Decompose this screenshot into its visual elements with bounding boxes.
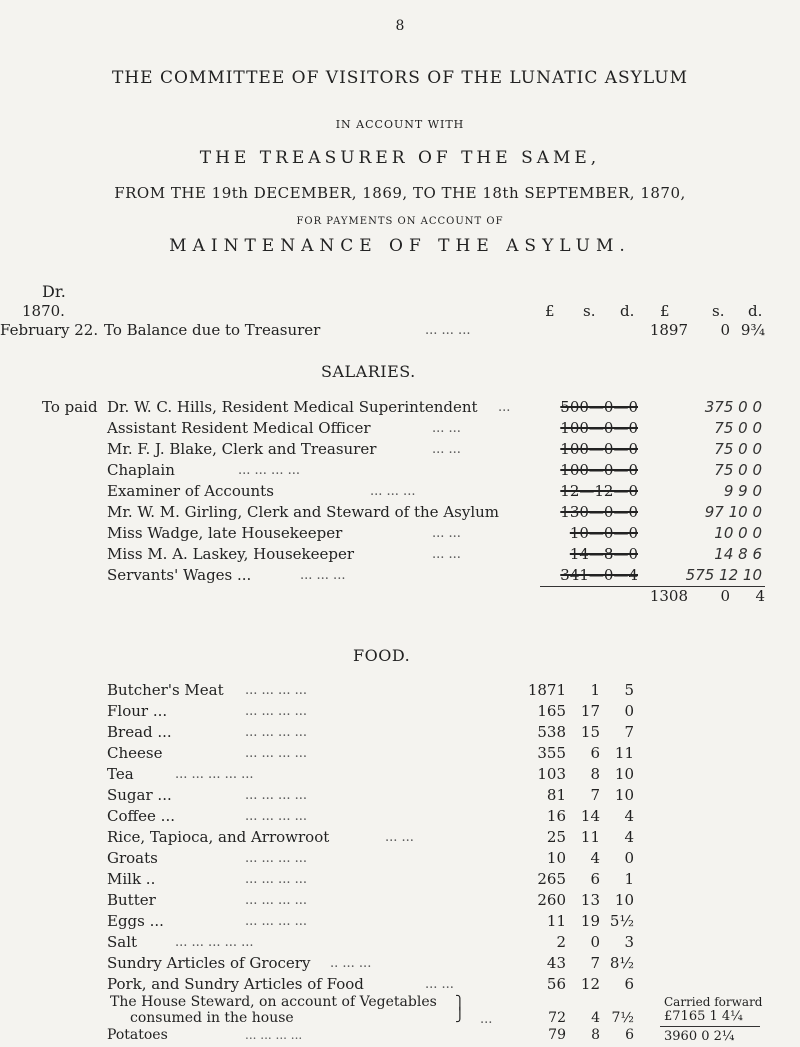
food-label: Eggs ... (107, 912, 164, 930)
leader-dots: ... ... (432, 442, 461, 457)
leader-dots: ... ... ... (370, 484, 416, 499)
food-row (0, 702, 800, 722)
food-pence: 11 (614, 744, 634, 762)
for-payments-heading: FOR PAYMENTS ON ACCOUNT OF (296, 216, 504, 227)
food-pounds: 81 (546, 786, 566, 804)
food-row (0, 912, 800, 932)
food-pence: 5 (624, 681, 634, 699)
food-pounds: 355 (537, 744, 566, 762)
food-shillings: 14 (580, 807, 600, 825)
salary-row (0, 566, 800, 586)
salary-row (0, 524, 800, 544)
salary-handwritten-amount: 75 0 0 (714, 461, 762, 479)
food-pence: 0 (624, 702, 634, 720)
col-header-pounds-1: £ (545, 302, 555, 320)
food-label: Salt (107, 933, 138, 951)
food-label: Rice, Tapioca, and Arrowroot (107, 828, 330, 846)
salaries-total-pence: 4 (755, 587, 765, 605)
food-pounds: 260 (537, 891, 566, 909)
food-row (0, 891, 800, 911)
salary-label: Miss Wadge, late Housekeeper (107, 524, 343, 542)
leader-dots: ... ... ... ... (238, 463, 300, 478)
food-pence: 1 (624, 870, 634, 888)
leader-dots: ... (480, 1012, 493, 1027)
salary-row (0, 482, 800, 502)
vegetables-label-line2: consumed in the house (130, 1010, 294, 1026)
col-header-pence-1: d. (620, 302, 635, 320)
food-total-pounds: 3960 (664, 1029, 698, 1044)
carried-forward-shillings: 1 (709, 1009, 718, 1024)
food-row (0, 765, 800, 785)
food-label: Tea (107, 765, 134, 783)
food-pounds: 56 (546, 975, 566, 993)
salary-handwritten-amount: 97 10 0 (704, 503, 762, 521)
balance-shillings: 0 (720, 321, 730, 339)
food-pence: 8½ (609, 954, 634, 972)
leader-dots: ... ... ... ... (245, 788, 307, 803)
salaries-total-row (0, 587, 800, 607)
leader-dots: ... ... ... ... ... (175, 767, 254, 782)
leader-dots: ... ... ... ... ... (175, 935, 254, 950)
potatoes-pounds: 79 (548, 1027, 566, 1043)
col-header-shillings-1: s. (583, 302, 596, 320)
leader-dots: ... ... ... ... (245, 683, 307, 698)
food-pounds: 165 (537, 702, 566, 720)
salary-printed-amount: 130—0—0 (560, 503, 638, 521)
leader-dots: ... ... ... ... (245, 725, 307, 740)
food-heading: FOOD. (353, 646, 411, 665)
food-pounds: 265 (537, 870, 566, 888)
salary-handwritten-amount: 575 12 10 (685, 566, 762, 584)
treasurer-heading: THE TREASURER OF THE SAME, (199, 148, 601, 168)
food-pence: 6 (624, 975, 634, 993)
leader-dots: ... ... ... ... (245, 704, 307, 719)
year-label: 1870. (22, 302, 65, 320)
food-shillings: 12 (580, 975, 600, 993)
salary-row (0, 440, 800, 460)
leader-dots: ... ... (432, 547, 461, 562)
vegetables-shillings: 4 (591, 1010, 600, 1026)
potatoes-label: Potatoes (107, 1027, 168, 1043)
period-heading: FROM THE 19th DECEMBER, 1869, TO THE 18th SEPTEMBER, 1870, (114, 184, 686, 202)
leader-dots: ... ... (385, 830, 414, 845)
salary-printed-amount: 500—0—0 (560, 398, 638, 416)
food-shillings: 11 (580, 828, 600, 846)
to-paid-label: To paid (42, 398, 98, 416)
salary-printed-amount: 12—12—0 (560, 482, 638, 500)
food-row (0, 807, 800, 827)
food-row (0, 828, 800, 848)
salary-printed-amount: 10—0—0 (569, 524, 638, 542)
leader-dots: ... ... ... ... (245, 746, 307, 761)
salary-row (0, 461, 800, 481)
food-pounds: 103 (537, 765, 566, 783)
vegetables-pence: 7½ (611, 1010, 634, 1026)
food-label: Coffee ... (107, 807, 175, 825)
leader-dots: ... ... ... (425, 323, 471, 338)
potatoes-pence: 6 (625, 1027, 634, 1043)
food-row (0, 744, 800, 764)
food-row (0, 786, 800, 806)
balance-row (0, 321, 800, 341)
food-pence: 5½ (609, 912, 634, 930)
salary-printed-amount: 341—0—4 (560, 566, 638, 584)
salary-label: Chaplain (107, 461, 175, 479)
food-shillings: 7 (590, 786, 600, 804)
leader-dots: ... ... ... ... (245, 851, 307, 866)
leader-dots: ... ... ... ... (245, 914, 307, 929)
carried-forward-pounds: £7165 (664, 1009, 706, 1024)
food-pounds: 1871 (527, 681, 566, 699)
carried-forward-label: Carried forward (664, 995, 763, 1009)
salary-row (0, 545, 800, 565)
food-shillings: 6 (590, 744, 600, 762)
vegetables-label-line1: The House Steward, on account of Vegetables (110, 994, 437, 1010)
page-number: 8 (395, 18, 405, 34)
leader-dots: ... ... ... ... (245, 809, 307, 824)
salary-printed-amount: 100—0—0 (560, 419, 638, 437)
salary-label: Servants' Wages ... (107, 566, 252, 584)
food-shillings: 19 (580, 912, 600, 930)
salaries-total-shillings: 0 (720, 587, 730, 605)
balance-date: February 22. (0, 321, 99, 339)
salary-handwritten-amount: 10 0 0 (714, 524, 762, 542)
food-label: Butter (107, 891, 156, 909)
leader-dots: ... ... (425, 977, 454, 992)
balance-label: To Balance due to Treasurer (104, 321, 321, 339)
salary-label: Examiner of Accounts (107, 482, 274, 500)
salary-printed-amount: 14—8—0 (569, 545, 638, 563)
salary-printed-amount: 100—0—0 (560, 440, 638, 458)
salary-label: Miss M. A. Laskey, Housekeeper (107, 545, 355, 563)
food-label: Pork, and Sundry Articles of Food (107, 975, 364, 993)
food-row (0, 954, 800, 974)
food-pounds: 16 (546, 807, 566, 825)
food-pence: 0 (624, 849, 634, 867)
balance-pounds: 1897 (649, 321, 688, 339)
food-pounds: 10 (546, 849, 566, 867)
food-shillings: 15 (580, 723, 600, 741)
salary-handwritten-amount: 75 0 0 (714, 440, 762, 458)
leader-dots: .. ... ... (330, 956, 372, 971)
dr-label: Dr. (42, 282, 66, 301)
food-label: Cheese (107, 744, 163, 762)
food-row (0, 723, 800, 743)
food-pence: 4 (624, 807, 634, 825)
col-header-pence-2: d. (748, 302, 763, 320)
salary-label: Dr. W. C. Hills, Resident Medical Superintendent (107, 398, 478, 416)
carried-forward (664, 995, 763, 1024)
in-account-with: IN ACCOUNT WITH (335, 118, 465, 131)
salaries-heading: SALARIES. (321, 362, 416, 381)
food-pence: 7 (624, 723, 634, 741)
food-pence: 10 (614, 786, 634, 804)
brace-icon: ⎫ ⎭ (455, 996, 465, 1023)
leader-dots: ... ... ... ... (245, 893, 307, 908)
food-pounds: 2 (556, 933, 566, 951)
col-header-pounds-2: £ (660, 302, 670, 320)
balance-pence: 9¾ (740, 321, 765, 339)
col-header-shillings-2: s. (712, 302, 725, 320)
food-label: Groats (107, 849, 158, 867)
food-pence: 10 (614, 891, 634, 909)
leader-dots: ... ... ... ... (245, 1028, 303, 1042)
leader-dots: ... ... ... (300, 568, 346, 583)
food-shillings: 7 (590, 954, 600, 972)
salary-handwritten-amount: 9 9 0 (723, 482, 762, 500)
salaries-total-pounds: 1308 (649, 587, 688, 605)
food-pence: 10 (614, 765, 634, 783)
salary-handwritten-amount: 75 0 0 (714, 419, 762, 437)
food-rule (660, 1026, 760, 1027)
food-shillings: 8 (590, 765, 600, 783)
leader-dots: ... ... (432, 421, 461, 436)
food-total-pence: 2¼ (713, 1029, 735, 1044)
food-shillings: 0 (590, 933, 600, 951)
food-row (0, 681, 800, 701)
food-shillings: 13 (580, 891, 600, 909)
food-label: Butcher's Meat (107, 681, 224, 699)
food-pounds: 43 (546, 954, 566, 972)
salary-handwritten-amount: 14 8 6 (714, 545, 762, 563)
document-title: THE COMMITTEE OF VISITORS OF THE LUNATIC ASYLUM (111, 68, 688, 88)
food-pounds: 538 (537, 723, 566, 741)
food-label: Milk .. (107, 870, 156, 888)
food-row (0, 933, 800, 953)
leader-dots: ... ... ... ... (245, 872, 307, 887)
salary-label: Assistant Resident Medical Officer (107, 419, 371, 437)
food-label: Sundry Articles of Grocery (107, 954, 311, 972)
food-label: Flour ... (107, 702, 168, 720)
salary-printed-amount: 100—0—0 (560, 461, 638, 479)
food-shillings: 1 (590, 681, 600, 699)
food-label: Bread ... (107, 723, 172, 741)
salary-label: Mr. W. M. Girling, Clerk and Steward of the Asylum (107, 503, 500, 521)
food-pounds: 25 (546, 828, 566, 846)
leader-dots: ... (498, 400, 511, 415)
salary-label: Mr. F. J. Blake, Clerk and Treasurer (107, 440, 377, 458)
food-shillings: 4 (590, 849, 600, 867)
food-pence: 3 (624, 933, 634, 951)
potatoes-shillings: 8 (591, 1027, 600, 1043)
salary-handwritten-amount: 375 0 0 (704, 398, 762, 416)
food-pounds: 11 (546, 912, 566, 930)
food-label: Sugar ... (107, 786, 172, 804)
food-total-shillings: 0 (701, 1029, 710, 1044)
leader-dots: ... ... (432, 526, 461, 541)
salary-row (0, 398, 800, 418)
food-row (0, 870, 800, 890)
food-shillings: 6 (590, 870, 600, 888)
salary-row (0, 419, 800, 439)
food-total (664, 1029, 735, 1044)
food-row (0, 849, 800, 869)
maintenance-heading: MAINTENANCE OF THE ASYLUM. (169, 236, 631, 256)
food-shillings: 17 (580, 702, 600, 720)
food-row (0, 975, 800, 995)
food-pence: 4 (624, 828, 634, 846)
carried-forward-pence: 4¼ (721, 1009, 743, 1024)
salary-row (0, 503, 800, 523)
vegetables-pounds: 72 (548, 1010, 566, 1026)
